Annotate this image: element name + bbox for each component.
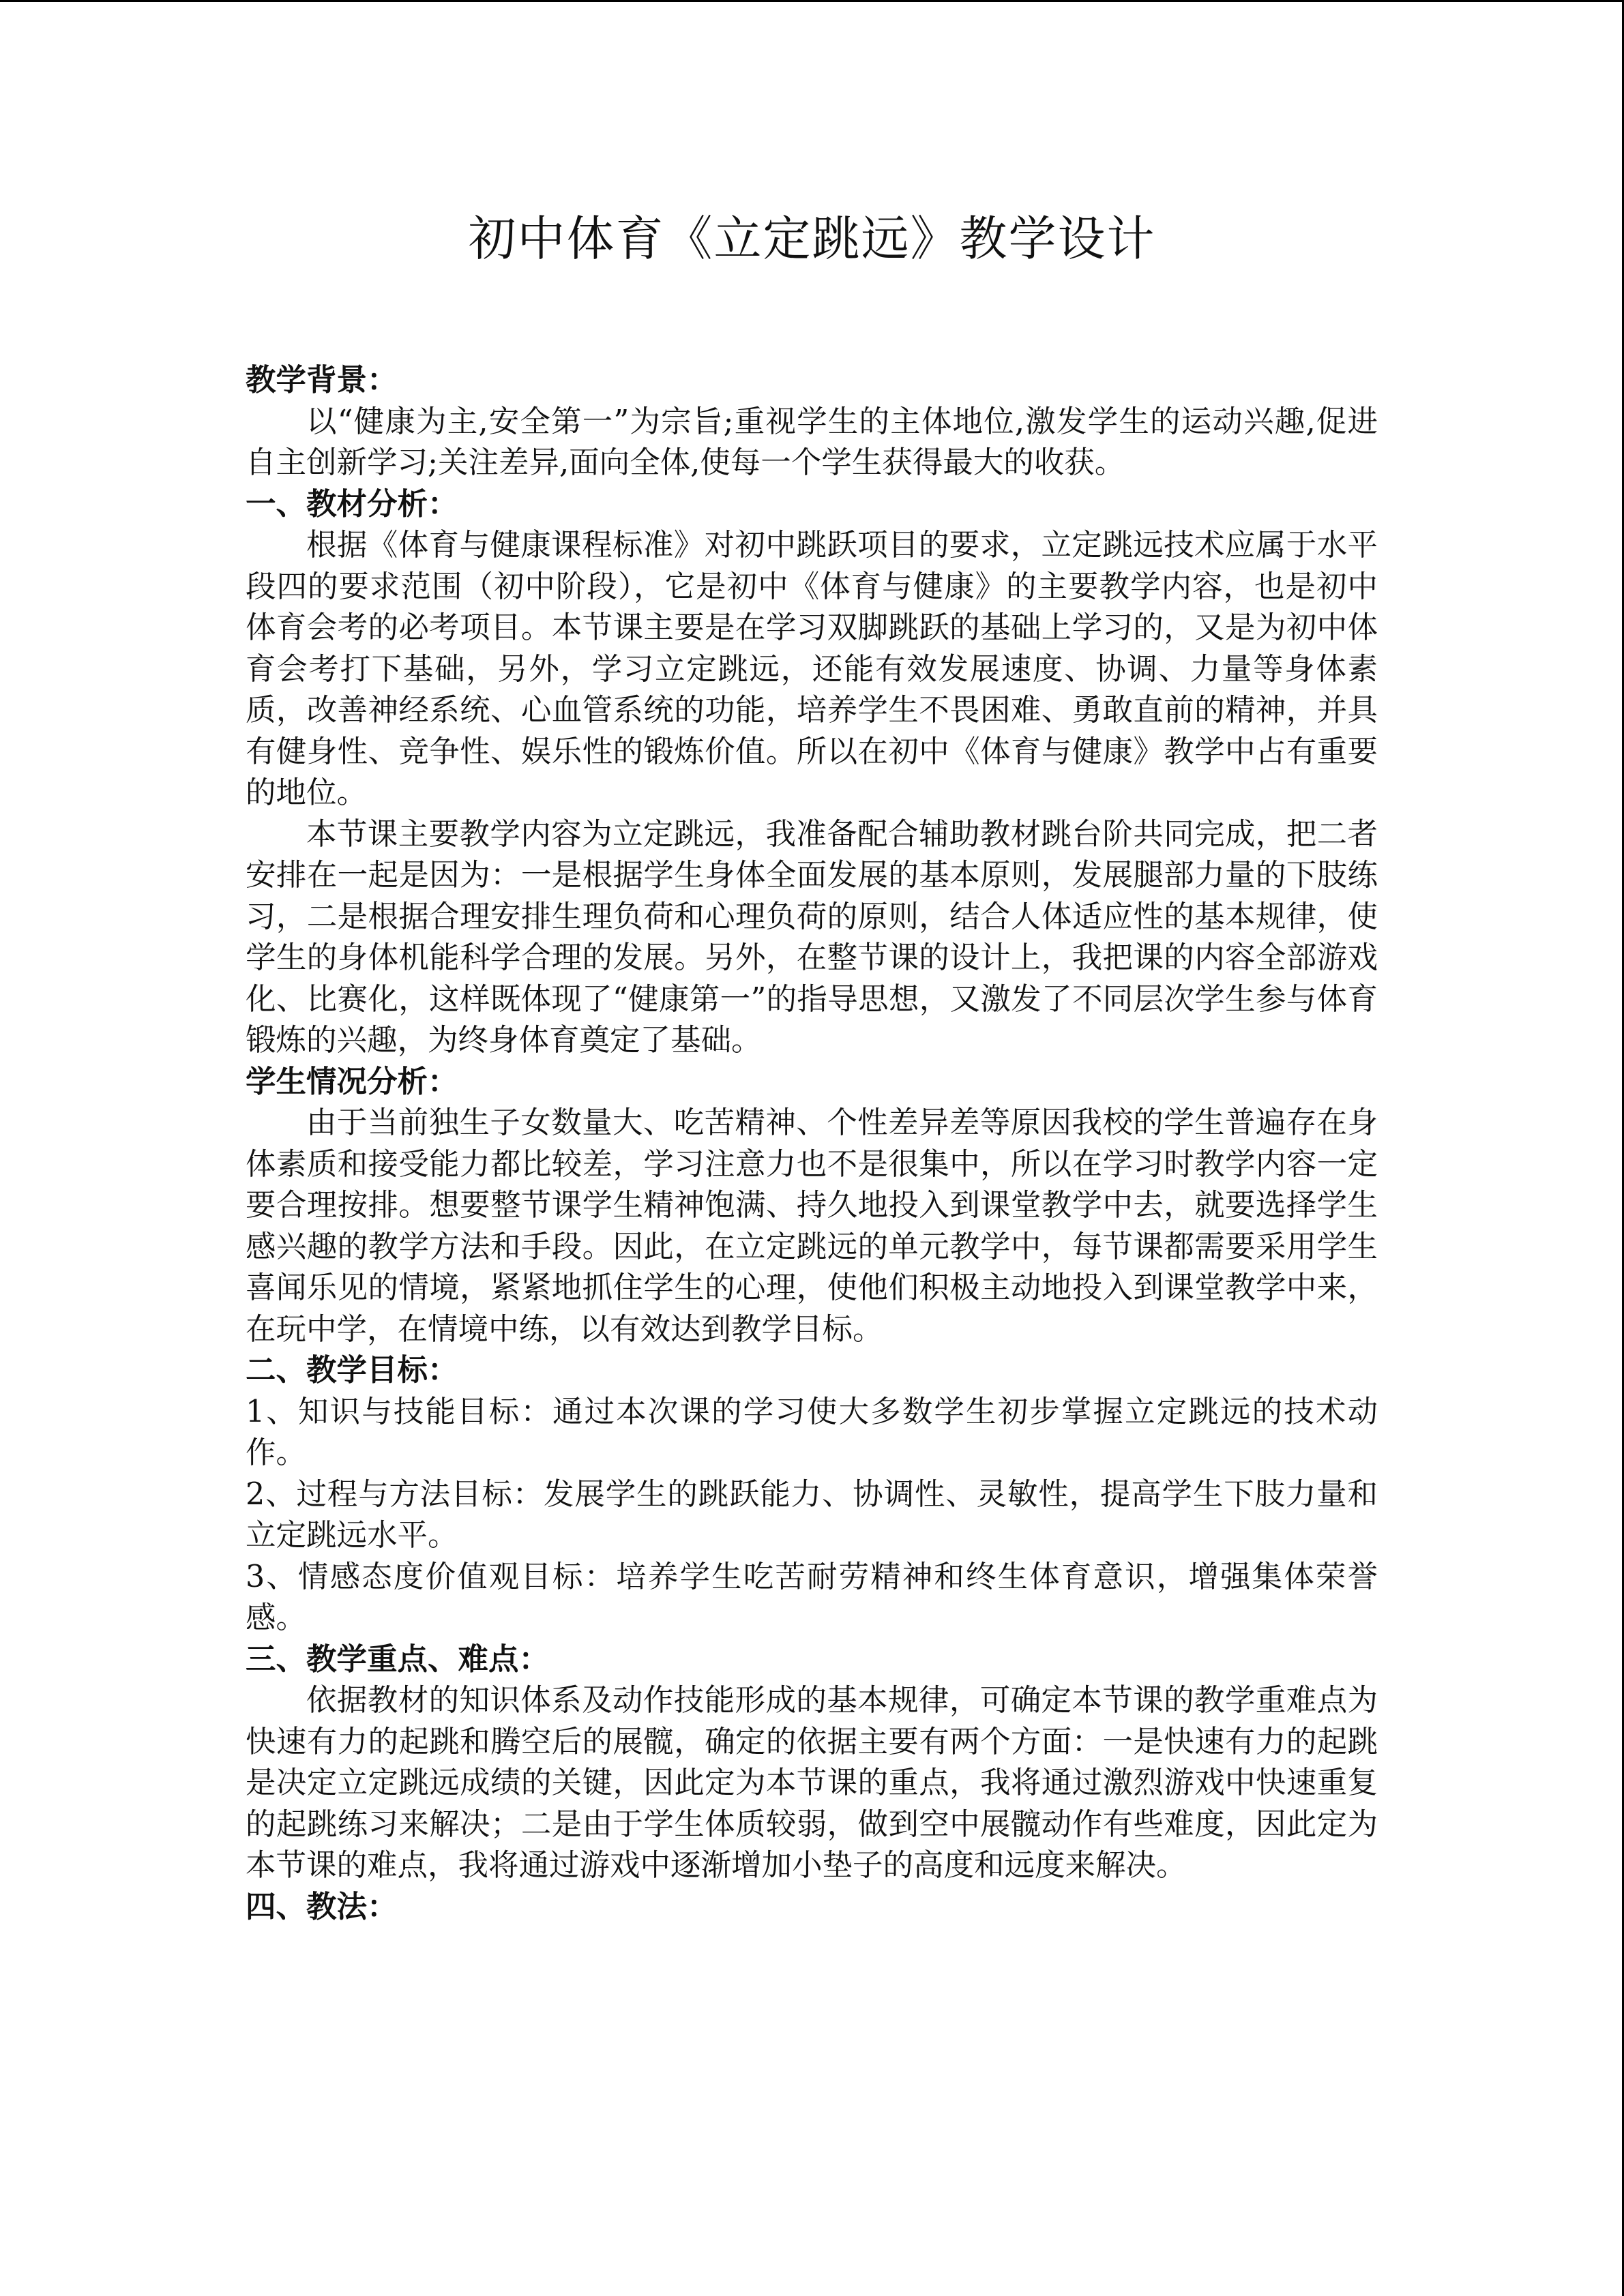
document-body	[246, 360, 1378, 1928]
paragraph-student-analysis: 由于当前独生子女数量大、吃苦精神、个性差异差等原因我校的学生普遍存在身体素质和接受能力都比较差，学习注意力也不是很集中，所以在学习时教学内容一定要合理按排。想要整节课学生精神饱满、持久地投入到课堂教学中去，就要选择学生感兴趣的教学方法和手段。因此，在立定跳远的单元教学中，每节课都需要采用学生喜闻乐见的情境，紧紧地抓住学生的心理，使他们积极主动地投入到课堂教学中来，在玩中学，在情境中练，以有效达到教学目标。	[246, 1105, 1378, 1347]
paragraph-key-points: 依据教材的知识体系及动作技能形成的基本规律，可确定本节课的教学重难点为快速有力的起跳和腾空后的展髋，确定的依据主要有两个方面：一是快速有力的起跳是决定立定跳远成绩的关键，因此定为本节课的重点，我将通过激烈游戏中快速重复的起跳练习来解决；二是由于学生体质较弱，做到空中展髋动作有些难度，因此定为本节课的难点，我将通过游戏中逐渐增加小垫子的高度和远度来解决。	[246, 1683, 1378, 1883]
paragraph-material-2: 本节课主要教学内容为立定跳远，我准备配合辅助教材跳台阶共同完成，把二者安排在一起是因为：一是根据学生身体全面发展的基本原则，发展腿部力量的下肢练习，二是根据合理安排生理负荷和心理负荷的原则，结合人体适应性的基本规律，使学生的身体机能科学合理的发展。另外，在整节课的设计上，我把课的内容全部游戏化、比赛化，这样既体现了“健康第一”的指导思想，又激发了不同层次学生参与体育锻炼的兴趣，为终身体育奠定了基础。	[246, 816, 1378, 1058]
heading-teaching-method: 四、教法：	[246, 1889, 398, 1924]
goal-item-knowledge: 1、知识与技能目标：通过本次课的学习使大多数学生初步掌握立定跳远的技术动作。	[246, 1394, 1378, 1470]
heading-student-analysis: 学生情况分析：	[246, 1064, 458, 1099]
heading-material-analysis: 一、教材分析：	[246, 486, 458, 522]
goal-item-process: 2、过程与方法目标：发展学生的跳跃能力、协调性、灵敏性，提高学生下肢力量和立定跳远水平。	[246, 1476, 1378, 1553]
heading-key-points: 三、教学重点、难点：	[246, 1641, 550, 1677]
goal-item-emotion: 3、情感态度价值观目标：培养学生吃苦耐劳精神和终生体育意识，增强集体荣誉感。	[246, 1559, 1378, 1635]
paragraph-material-1: 根据《体育与健康课程标准》对初中跳跃项目的要求，立定跳远技术应属于水平段四的要求范围（初中阶段），它是初中《体育与健康》的主要教学内容，也是初中体育会考的必考项目。本节课主要是在学习双脚跳跃的基础上学习的，又是为初中体育会考打下基础，另外，学习立定跳远，还能有效发展速度、协调、力量等身体素质，改善神经系统、心血管系统的功能，培养学生不畏困难、勇敢直前的精神，并具有健身性、竞争性、娱乐性的锻炼价值。所以在初中《体育与健康》教学中占有重要的地位。	[246, 528, 1378, 810]
heading-teaching-background: 教学背景：	[246, 363, 398, 398]
heading-teaching-goals: 二、教学目标：	[246, 1353, 458, 1388]
page-title: 初中体育《立定跳远》教学设计	[468, 211, 1156, 267]
paragraph-background: 以“健康为主,安全第一”为宗旨;重视学生的主体地位,激发学生的运动兴趣,促进自主创新学习;关注差异,面向全体,使每一个学生获得最大的收获。	[246, 404, 1378, 480]
